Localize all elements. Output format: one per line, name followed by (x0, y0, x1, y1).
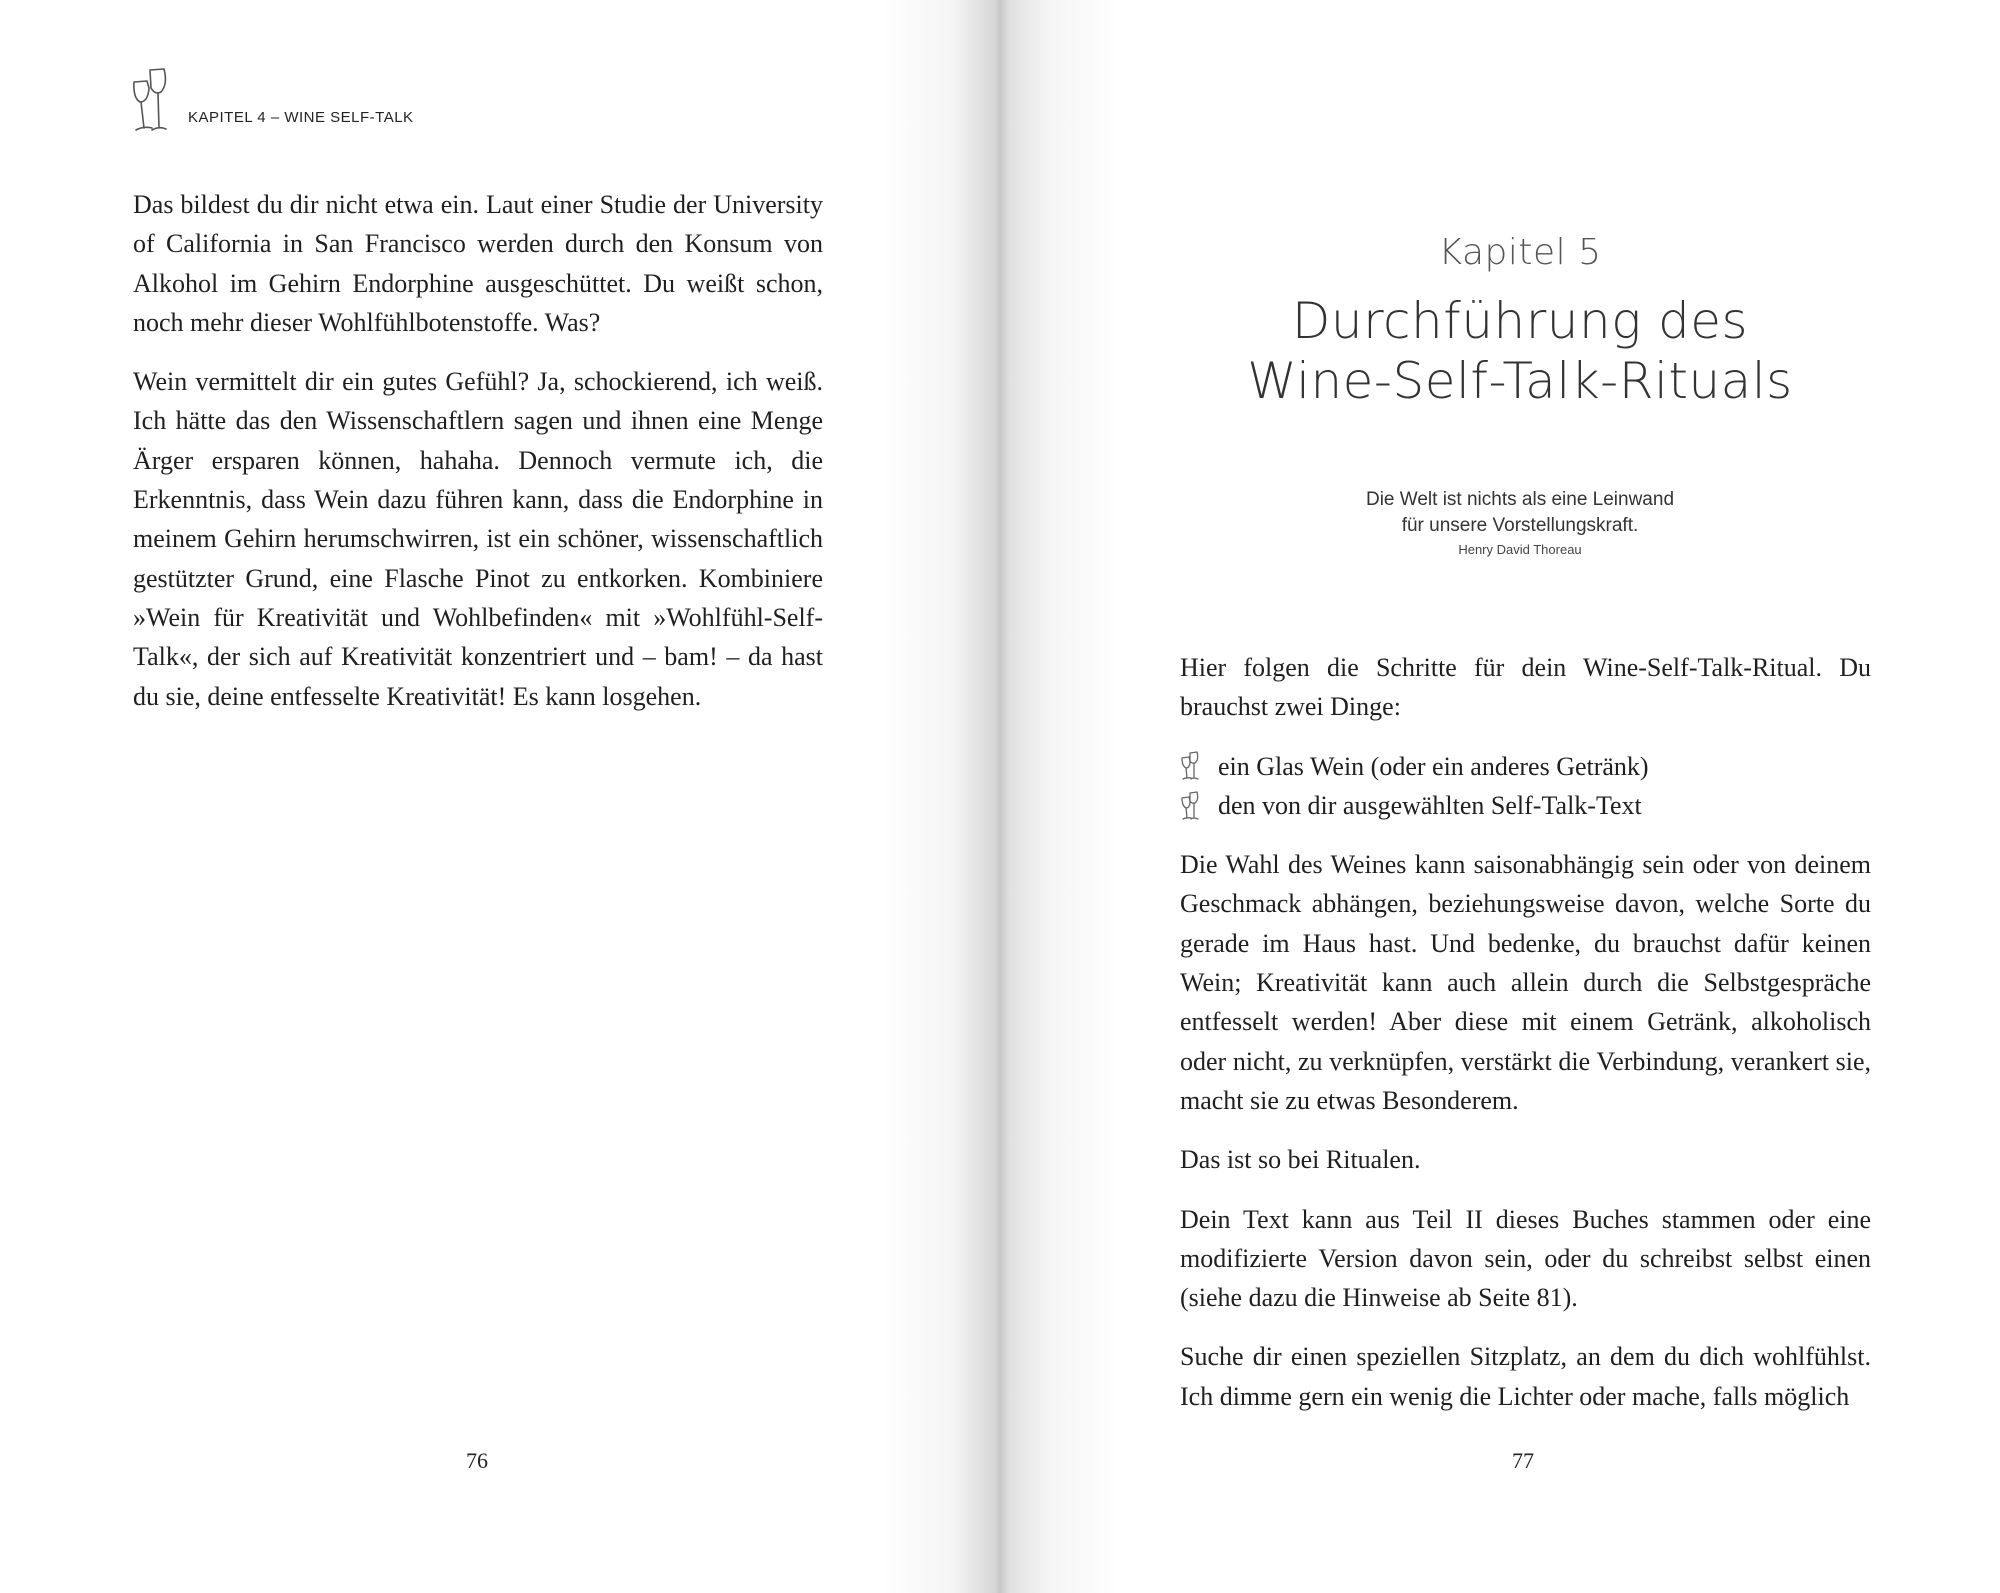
page-number: 76 (466, 1448, 488, 1473)
paragraph: Die Wahl des Weines kann saisonabhängig sein oder von deinem Geschmack abhängen, beziehungsweise davon, welche Sorte du gerade im Haus hast. Und bedenke, du brauchst dafür keinen Wein; Kreativität kann auch allein durch die Selbstgespräche entfesselt werden! Aber diese mit einem Getränk, alkoholisch oder nicht, zu verknüpfen, verstärkt die Verbindung, verankert sie, macht sie zu etwas Besonderem. (1180, 850, 1871, 1115)
chapter-title-line: Durchführung des (1291, 292, 1749, 350)
paragraph: Wein vermittelt dir ein gutes Gefühl? Ja, schockierend, ich weiß. Ich hätte das den Wissenschaftlern sagen und ihnen eine Menge Ärger ersparen können, hahaha. Dennoch vermute ich, die Erkenntnis, dass Wein dazu führen kann, dass die Endorphine in meinem Gehirn herumschwirren, ist ein schöner, wissenschaftlich gestützter Grund, eine Flasche Pinot zu entkorken. Kombiniere »Wein für Kreativität und Wohlbefinden« mit »Wohlfühl-Self-Talk«, der sich auf Kreativität konzentriert und – bam! – da hast du sie, deine entfesselte Kreativität! Es kann losgehen. (133, 367, 823, 711)
bullet-list (1180, 747, 1871, 826)
chapter-title-line: Wine-Self-Talk-Rituals (1247, 352, 1793, 410)
wine-glasses-icon (1180, 751, 1206, 781)
list-item (1180, 786, 1871, 825)
chapter-label: Kapitel 5 (1438, 232, 1602, 273)
list-item (1180, 747, 1871, 786)
epigraph-author: Henry David Thoreau (1458, 542, 1582, 557)
paragraph: Dein Text kann aus Teil II dieses Buches stammen oder eine modifizierte Version davon sein, oder du schreibst selbst einen (siehe dazu die Hinweise ab Seite 81). (1180, 1204, 1871, 1313)
epigraph-line: Die Welt ist nichts als eine Leinwand (1365, 489, 1675, 510)
list-item-text: den von dir ausgewählten Self-Talk-Text (1218, 790, 1642, 820)
right-body-text (1180, 648, 1871, 1416)
paragraph: Hier folgen die Schritte für dein Wine-Self-Talk-Ritual. Du brauchst zwei Dinge: (1180, 653, 1871, 722)
wine-glasses-icon (130, 68, 180, 138)
epigraph (1040, 487, 2000, 557)
wine-glasses-icon (1180, 791, 1206, 821)
chapter-heading (1040, 232, 2000, 411)
page-number: 77 (1512, 1448, 1534, 1473)
chapter-title (1040, 291, 2000, 411)
left-body-text (133, 185, 823, 736)
running-head-text: KAPITEL 4 – WINE SELF-TALK (188, 109, 414, 126)
running-head (130, 68, 414, 138)
paragraph: Das bildest du dir nicht etwa ein. Laut einer Studie der University of California in San Francisco werden durch den Konsum von Alkohol im Gehirn Endorphine ausgeschüttet. Du weißt schon, noch mehr dieser Wohlfühlbotenstoffe. Was? (133, 190, 823, 337)
list-item-text: ein Glas Wein (oder ein anderes Getränk) (1218, 751, 1649, 781)
paragraph: Das ist so bei Ritualen. (1180, 1145, 1421, 1175)
paragraph: Suche dir einen speziellen Sitzplatz, an dem du dich wohlfühlst. Ich dimme gern ein wenig die Lichter oder mache, falls möglich (1180, 1342, 1871, 1411)
epigraph-line: für unsere Vorstellungskraft. (1401, 515, 1639, 536)
